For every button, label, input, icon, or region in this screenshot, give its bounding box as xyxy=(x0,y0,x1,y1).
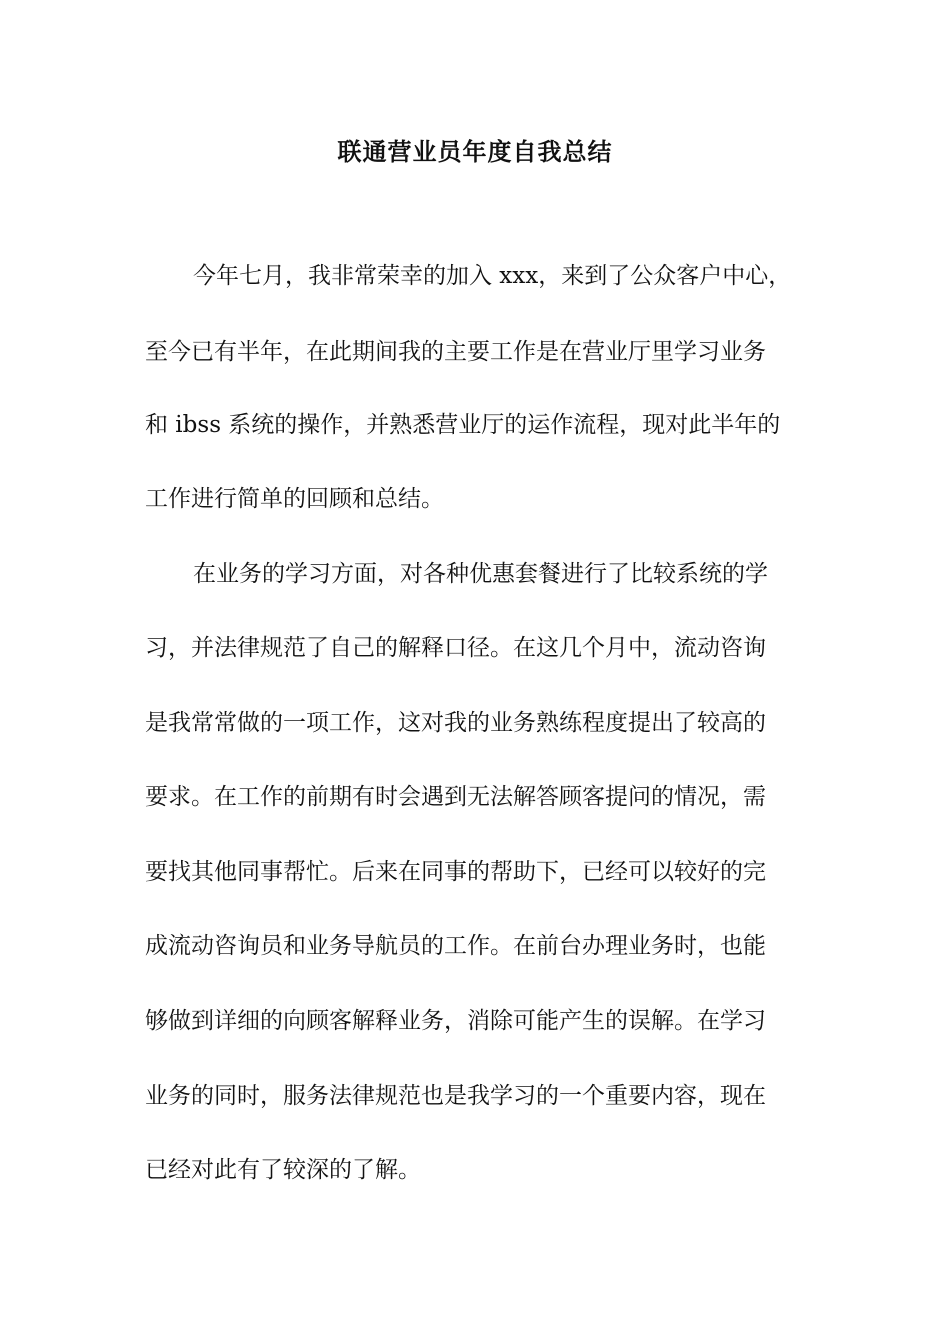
paragraph-1-line-3: 和 ibss 系统的操作，并熟悉营业厅的运作流程，现对此半年的 xyxy=(145,412,781,438)
paragraph-2-line-6: 成流动咨询员和业务导航员的工作。在前台办理业务时，也能 xyxy=(145,933,766,959)
paragraph-2-line-3: 是我常常做的一项工作，这对我的业务熟练程度提出了较高的 xyxy=(145,710,766,736)
document-title: 联通营业员年度自我总结 xyxy=(337,137,613,166)
paragraph-2-line-1: 在业务的学习方面，对各种优惠套餐进行了比较系统的学 xyxy=(193,561,768,587)
paragraph-2-line-2: 习，并法律规范了自己的解释口径。在这几个月中，流动咨询 xyxy=(145,635,766,661)
paragraph-2-line-5: 要找其他同事帮忙。后来在同事的帮助下，已经可以较好的完 xyxy=(145,859,766,885)
paragraph-2-line-7: 够做到详细的向顾客解释业务，消除可能产生的误解。在学习 xyxy=(145,1008,766,1034)
paragraph-1-line-2: 至今已有半年，在此期间我的主要工作是在营业厅里学习业务 xyxy=(145,339,766,365)
paragraph-2-line-9: 已经对此有了较深的了解。 xyxy=(145,1157,421,1183)
paragraph-1-line-1: 今年七月，我非常荣幸的加入 xxx，来到了公众客户中心， xyxy=(193,263,792,289)
paragraph-1-line-4: 工作进行简单的回顾和总结。 xyxy=(145,486,444,512)
paragraph-2-line-8: 业务的同时，服务法律规范也是我学习的一个重要内容，现在 xyxy=(145,1083,766,1109)
paragraph-2-line-4: 要求。在工作的前期有时会遇到无法解答顾客提问的情况，需 xyxy=(145,784,766,810)
